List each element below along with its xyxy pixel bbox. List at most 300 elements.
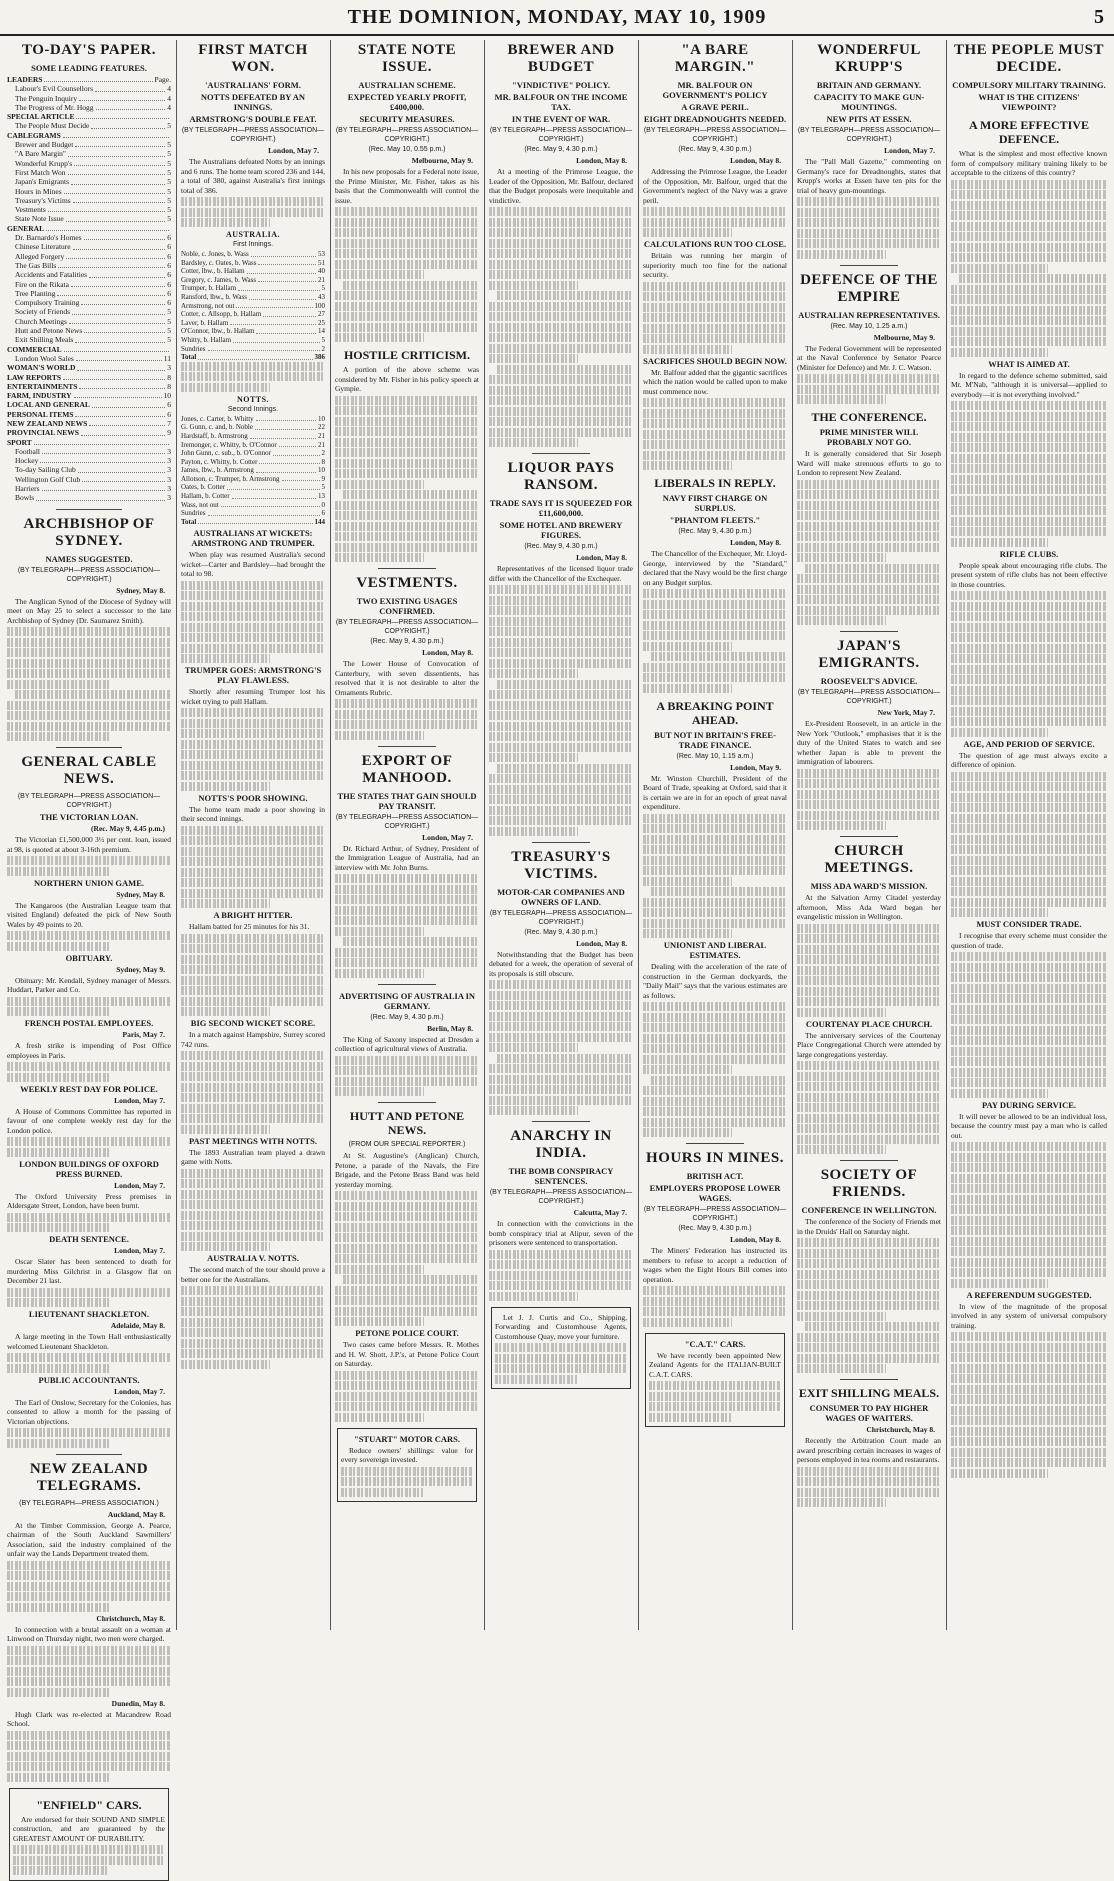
section-title: PETONE POLICE COURT.: [355, 1328, 459, 1338]
index-item: [7, 335, 171, 344]
runs: 5: [321, 284, 325, 293]
leader-dots: [263, 310, 316, 317]
leader-dots: [34, 438, 169, 445]
dateline: Auckland, May 8.: [107, 1509, 165, 1519]
headline-advertising-australia: ADVERTISING OF AUSTRALIA IN GERMANY.: [338, 990, 476, 1011]
article-lead: Notwithstanding that the Budget has been debated for a week, the operation of several of its proposals is still obscure.: [489, 949, 633, 978]
todays-paper-index: [7, 75, 171, 503]
index-item-label: Compulsory Training: [15, 298, 80, 308]
article-lead: The King of Saxony inspected at Dresden a collection of agricultural views of Australia.: [335, 1034, 479, 1053]
leader-dots: [258, 259, 316, 266]
subhead: MR. BALFOUR ON THE INCOME TAX.: [494, 92, 628, 112]
index-item-label: Dr. Barnardo's Homes: [15, 233, 82, 243]
leader-dots: [77, 363, 165, 370]
runs: 0: [321, 500, 325, 509]
subhead: MR. BALFOUR ON GOVERNMENT'S POLICY: [662, 80, 768, 100]
subhead: CONFERENCE IN WELLINGTON.: [801, 1205, 937, 1215]
article-lead: The Lower House of Convocation of Canterbury, with seven dissentients, has resolved that it is not desirable to alter the Ornaments Rubric.: [335, 659, 479, 697]
article-lead: Representatives of the licensed liquor trade differ with the Chancellor of the Exchequer.: [489, 564, 633, 583]
received-line: (Rec. May 9, 4.30 p.m.): [524, 543, 598, 550]
leader-dots: [81, 428, 165, 435]
dateline: Melbourne, May 9.: [873, 332, 935, 342]
leader-dots: [46, 224, 169, 231]
dateline: Sydney, May 8.: [116, 585, 165, 595]
index-section-title: GENERAL: [7, 223, 45, 233]
credit-line: (BY TELEGRAPH—PRESS ASSOCIATION—COPYRIGHT.): [17, 793, 161, 810]
article-lead: Addressing the Primrose League, the Leader of the Opposition, Mr. Balfour, urged that the Government's neglect of the Navy was a grave peril.: [643, 167, 787, 205]
subhead: NOTTS DEFEATED BY AN INNINGS.: [200, 92, 306, 112]
section-lead: Shortly after resuming Trumper lost his wicket trying to pull Hallam.: [181, 687, 325, 706]
index-item-label: Japan's Emigrants: [15, 177, 70, 187]
leader-dots: [84, 326, 165, 333]
headline-first-match-won: FIRST MATCH WON.: [198, 42, 308, 75]
telegram-lead: At the Timber Commission, George A. Pearce, chairman of the South Auckland Sawmillers' Association, said the industry complained of the unfair way the Lands Department treated them.: [7, 1520, 171, 1559]
leader-dots: [79, 94, 165, 101]
batsman: O'Connor, lbw., b. Hallam: [181, 327, 255, 336]
index-item: [7, 280, 171, 289]
score-row: [181, 336, 325, 345]
runs: 22: [318, 423, 325, 432]
batsman: Whitty, b. Hallam: [181, 335, 232, 344]
dateline: London, May 8.: [730, 538, 781, 547]
subhead: AUSTRALIAN REPRESENTATIVES.: [798, 309, 940, 320]
leader-dots: [251, 250, 316, 257]
index-item: [7, 214, 171, 223]
index-section-title: COMMERCIAL: [7, 344, 62, 354]
batsman: Armstrong, not out: [181, 301, 235, 310]
headline-vestments: VESTMENTS.: [356, 575, 458, 591]
section-title: COURTENAY PLACE CHURCH.: [805, 1018, 933, 1029]
leader-dots: [63, 131, 169, 138]
index-item: [7, 465, 171, 474]
section-title: AUSTRALIANS AT WICKETS: ARMSTRONG AND TRUMPER.: [191, 528, 315, 549]
score-row: [181, 319, 325, 328]
index-item-label: To-day Sailing Club: [15, 465, 76, 475]
index-page: 4: [167, 93, 171, 103]
total-runs: 386: [314, 353, 325, 362]
score-row: [181, 259, 325, 268]
runs: 5: [321, 335, 325, 344]
section-title: A MORE EFFECTIVE DEFENCE.: [968, 118, 1089, 146]
runs: 40: [318, 267, 325, 276]
article-lead: Dr. Richard Arthur, of Sydney, President of the Immigration League of Australia, had an interview with Mr. John Burns.: [335, 843, 479, 872]
subhead: THE STATES THAT GAIN SHOULD PAY TRANSIT.: [337, 790, 477, 811]
headline-a-bare-margin: "A BARE MARGIN.": [674, 42, 756, 75]
index-item: [7, 307, 171, 316]
subhead: EMPLOYERS PROPOSE LOWER WAGES.: [649, 1183, 781, 1203]
index-item-label: First Match Won: [15, 167, 66, 177]
batsman: Cotter, c. Allsopp, b. Hallam: [181, 310, 262, 319]
index-item: [7, 121, 171, 130]
batsman: Payton, c. Whitty, b. Cotter: [181, 457, 258, 466]
page-number: 5: [1094, 6, 1104, 28]
telegram-lead: In connection with a brutal assault on a woman at Linwood on Thursday night, two men were charged.: [7, 1624, 171, 1644]
index-item: [7, 233, 171, 242]
article-lead: What is the simplest and most effective known form of compulsory military training likely to be acceptable to the citizens of this country?: [951, 149, 1107, 177]
received-line: (Rec. May 10, 1.25 a.m.): [830, 322, 908, 330]
cable-item-title: PUBLIC ACCOUNTANTS.: [38, 1374, 140, 1385]
section-lead: In view of the magnitude of the proposal involved in any system of universal compulsory training.: [951, 1301, 1107, 1330]
headline-hutt-petone: HUTT AND PETONE NEWS.: [349, 1109, 465, 1137]
score-row: [181, 284, 325, 293]
section-title: UNIONIST AND LIBERAL ESTIMATES.: [663, 940, 767, 960]
scorecard-team: AUSTRALIA.: [225, 230, 281, 239]
runs: 10: [318, 414, 325, 423]
dateline: London, May 8.: [730, 1235, 781, 1244]
index-page: 5: [167, 326, 171, 336]
index-item: [7, 187, 171, 196]
article-lead: In connection with the convictions in the bomb conspiracy trial at Alipur, seven of the prisoners were sentenced to transportation.: [489, 1219, 633, 1247]
batsman: James, lbw., b. Armstrong: [181, 466, 254, 475]
index-item-label: The Gas Bills: [15, 260, 57, 270]
leader-dots: [92, 400, 165, 407]
subhead: ARMSTRONG'S DOUBLE FEAT.: [189, 114, 317, 124]
score-row: [181, 423, 325, 432]
batsman: Oates, b. Cotter: [181, 483, 225, 492]
score-row: [181, 250, 325, 259]
section-lead: In a match against Hampshire, Surrey scored 742 runs.: [181, 1030, 325, 1049]
dateline: New York, May 7.: [877, 708, 935, 717]
section-lead: At the Salvation Army Citadel yesterday afternoon, Miss Ada Ward began her evangelistic mission in Wellington.: [797, 893, 941, 921]
advertisement-curtis-shipping: [491, 1307, 631, 1390]
section-lead: I recognise that every scheme must consider the question of trade.: [951, 931, 1107, 950]
column-rule: [176, 40, 177, 1630]
index-page: 5: [167, 335, 171, 345]
received-line: (Rec. May 9, 4.30 p.m.): [370, 638, 444, 645]
index-item: [7, 456, 171, 465]
scorecard-notts: [181, 415, 325, 527]
bare-margin-sections: [643, 239, 787, 470]
subhead: IN THE EVENT OF WAR.: [511, 114, 611, 124]
cable-item-lead: A House of Commons Committee has reported in favour of one complete weekly rest day for the London police.: [7, 1106, 171, 1135]
leader-dots: [68, 149, 165, 156]
index-item-label: Hutt and Petone News: [15, 326, 83, 336]
section-title: AGE, AND PERIOD OF SERVICE.: [963, 738, 1095, 749]
leader-dots: [198, 353, 312, 360]
index-section: [7, 391, 171, 400]
index-item: [7, 261, 171, 270]
section-title: PAST MEETINGS WITH NOTTS.: [188, 1135, 317, 1146]
index-section-title: PERSONAL ITEMS: [7, 409, 74, 419]
index-page: 5: [167, 307, 171, 317]
batsman: Laver, b. Hallam: [181, 318, 229, 327]
column-4: [486, 40, 636, 1630]
section-title: CALCULATIONS RUN TOO CLOSE.: [643, 239, 787, 249]
runs: 9: [321, 474, 325, 483]
index-item: [7, 447, 171, 456]
received-line: (Rec. May 9, 4.30 p.m.): [678, 1225, 752, 1232]
subhead: "PHANTOM FLEETS.": [669, 515, 761, 525]
column-3: [332, 40, 482, 1630]
subhead: BRITAIN AND GERMANY.: [816, 80, 922, 90]
leader-dots: [66, 252, 165, 259]
leader-dots: [63, 373, 165, 380]
leader-dots: [68, 168, 166, 175]
headline-wonderful-krupps: WONDERFUL KRUPP'S: [817, 42, 921, 75]
index-page: 6: [167, 251, 171, 261]
index-item-label: Exit Shilling Meals: [15, 335, 74, 345]
article-lead: Ex-President Roosevelt, in an article in the New York "Outlook," emphasises that it is the duty of the United States to watch and see whether Japan is able to prevent the immigration of labourers.: [797, 719, 941, 766]
index-item-label: Vestments: [15, 205, 46, 215]
section-title: NOTTS'S POOR SHOWING.: [198, 792, 308, 803]
index-item-label: Harriers: [15, 484, 40, 494]
ad-text: Are endorsed for their SOUND AND SIMPLE construction, and are guaranteed by the GREATEST AMOUNT OF DURABILITY.: [13, 1814, 165, 1843]
index-item-label: Brewer and Budget: [15, 140, 74, 150]
ad-title: "STUART" MOTOR CARS.: [353, 1433, 461, 1444]
column-1: [4, 40, 174, 1843]
score-row: [181, 492, 325, 501]
index-page: 8: [167, 372, 171, 382]
credit-line: (BY TELEGRAPH—PRESS ASSOCIATION—COPYRIGHT.): [643, 127, 787, 143]
cable-item-title: FRENCH POSTAL EMPLOYEES.: [24, 1018, 154, 1029]
subhead: NAVY FIRST CHARGE ON SURPLUS.: [662, 493, 768, 513]
leader-dots: [36, 493, 165, 500]
received-line: (Rec. May 10, 1.15 a.m.): [676, 752, 754, 760]
section-lead: In regard to the defence scheme submitted, said Mr. M'Nab, "although it is universal—applied to everybody—it is not everything involved.": [951, 370, 1107, 399]
index-item-label: "A Bare Margin": [15, 149, 66, 159]
leader-dots: [64, 187, 166, 194]
credit-line: (BY TELEGRAPH—PRESS ASSOCIATION—COPYRIGHT.): [489, 127, 633, 143]
credit-line: (BY TELEGRAPH—PRESS ASSOCIATION.): [19, 1499, 159, 1507]
leader-dots: [256, 466, 316, 473]
index-section-title: WOMAN'S WORLD: [7, 363, 76, 373]
column-rule: [330, 40, 331, 1630]
section-title: MUST CONSIDER TRADE.: [976, 919, 1082, 929]
newspaper-title: THE DOMINION, MONDAY, MAY 10, 1909: [347, 6, 767, 28]
headline-church-meetings: CHURCH MEETINGS.: [824, 843, 914, 876]
headline-people-must-decide: THE PEOPLE MUST DECIDE.: [953, 42, 1105, 75]
index-page: 3: [167, 446, 171, 456]
church-items: [797, 881, 941, 1154]
column-2: [178, 40, 328, 1630]
leader-dots: [279, 441, 316, 448]
index-page: 6: [167, 409, 171, 419]
column-rule: [638, 40, 639, 1630]
index-page: 5: [167, 316, 171, 326]
scorecard-australia: [181, 250, 325, 362]
subhead: NAMES SUGGESTED.: [45, 553, 133, 564]
column-7: [948, 40, 1110, 1630]
ad-text: Reduce owners' shillings: value for every sovereign invested.: [341, 1445, 473, 1464]
batsman: Allotson, c. Trumper, b. Armstrong: [181, 474, 280, 483]
leader-dots: [58, 261, 165, 268]
section-title: LIBERALS IN REPLY.: [654, 476, 776, 490]
section-lead: The 1893 Australian team played a drawn game with Notts.: [181, 1147, 325, 1167]
ad-title: "C.A.T." CARS.: [684, 1338, 746, 1349]
scorecard-innings: First Innings.: [232, 241, 274, 248]
score-row: [181, 302, 325, 311]
index-section: [7, 345, 171, 354]
index-page: 5: [167, 121, 171, 131]
section-lead: When play was resumed Australia's second wicket—Carter and Bardsley—had brought the total to 98.: [181, 550, 325, 579]
leader-dots: [208, 345, 320, 352]
dateline: London, May 8.: [576, 553, 627, 562]
subhead: AUSTRALIAN SCHEME.: [358, 80, 456, 90]
subhead: SOME LEADING FEATURES.: [31, 63, 147, 73]
index-item: [7, 270, 171, 279]
runs: 21: [318, 275, 325, 284]
received-line: (Rec. May 9, 4.30 p.m.): [678, 146, 752, 153]
article-lead: At a meeting of the Primrose League, the Leader of the Opposition, Mr. Balfour, declared that the Budget proposals were inequitable and vindictive.: [489, 167, 633, 205]
section-lead: The Chancellor of the Exchequer, Mr. Lloyd-George, interviewed by the "Standard," declared that the Navy would be the first charge on any Budget surplus.: [643, 549, 787, 587]
runs: 10: [318, 466, 325, 475]
batsman: Iremonger, c. Whitty, b. O'Connor: [181, 440, 277, 449]
cable-item-title: NORTHERN UNION GAME.: [34, 877, 144, 888]
index-item-label: Hockey: [15, 456, 39, 466]
leader-dots: [66, 214, 166, 221]
index-section-title: LEADERS: [7, 75, 43, 84]
headline-hours-in-mines: HOURS IN MINES.: [646, 1150, 784, 1166]
credit-line: (BY TELEGRAPH—PRESS ASSOCIATION—COPYRIGHT.): [335, 619, 479, 635]
runs: 21: [318, 440, 325, 449]
leader-dots: [74, 159, 165, 166]
index-item: [7, 103, 171, 112]
dateline: Berlin, May 8.: [427, 1023, 473, 1033]
runs: 53: [318, 250, 325, 258]
section-lead: Two cases came before Messrs. R. Mothes and H. W. Shott, J.P.'s, at Petone Police Court on Saturday.: [335, 1340, 479, 1368]
index-section: [7, 428, 171, 437]
index-item: [7, 317, 171, 326]
subhead: CAPACITY TO MAKE GUN-MOUNTINGS.: [813, 92, 925, 112]
leader-dots: [78, 465, 166, 472]
credit-line: (BY TELEGRAPH—PRESS ASSOCIATION—COPYRIGHT.): [17, 566, 161, 583]
leader-dots: [95, 84, 165, 91]
ad-text: Let J. J. Curtis and Co., Shipping, Forwarding and Customhouse Agents, Customhouse Quay, move your furniture.: [495, 1312, 627, 1341]
leader-dots: [72, 307, 165, 314]
leader-dots: [230, 319, 316, 326]
batsman: Hallam, b. Cotter: [181, 492, 230, 501]
advertisement-cat-cars: [645, 1333, 785, 1428]
subhead: MOTOR-CAR COMPANIES AND OWNERS OF LAND.: [497, 886, 625, 907]
dateline: London, May 7.: [268, 146, 319, 155]
section-title: MISS ADA WARD'S MISSION.: [810, 881, 928, 891]
column-5: [640, 40, 790, 1630]
leader-dots: [273, 449, 320, 456]
subhead: NEW PITS AT ESSEN.: [826, 114, 912, 124]
section-title: PAY DURING SERVICE.: [981, 1099, 1077, 1110]
headline-general-cable-news: GENERAL CABLE NEWS.: [21, 754, 157, 788]
cable-items: [7, 812, 171, 1448]
index-item-label: The Progress of Mr. Hogg: [15, 102, 94, 112]
index-page: 3: [167, 465, 171, 475]
leader-dots: [89, 270, 165, 277]
column-rule: [484, 40, 485, 1630]
batsman: Cotter, lbw., b. Hallam: [181, 267, 245, 276]
batsman: Hardstaff, b. Armstrong: [181, 431, 248, 440]
credit-line: (BY TELEGRAPH—PRESS ASSOCIATION—COPYRIGHT.): [797, 689, 941, 705]
dateline: Adelaide, May 8.: [110, 1321, 165, 1331]
leader-dots: [42, 447, 165, 454]
index-item: [7, 140, 171, 149]
dateline: London, May 8.: [422, 648, 473, 657]
runs: 100: [314, 301, 325, 310]
dateline: London, May 7.: [114, 1246, 165, 1256]
dateline: Melbourne, May 9.: [411, 156, 473, 165]
index-item-label: Tree Planting: [15, 288, 56, 298]
index-page: 6: [167, 298, 171, 308]
leader-dots: [227, 483, 320, 490]
index-page: 5: [167, 186, 171, 196]
leader-dots: [44, 75, 152, 82]
cable-item-title: LIEUTENANT SHACKLETON.: [28, 1309, 150, 1320]
leader-dots: [75, 140, 165, 147]
runs: 51: [318, 258, 325, 267]
index-item: [7, 484, 171, 493]
index-page: 5: [167, 214, 171, 224]
runs: 6: [321, 509, 325, 518]
index-item: [7, 354, 171, 363]
dateline: London, May 8.: [730, 156, 781, 165]
section-title: AUSTRALIA V. NOTTS.: [207, 1253, 299, 1264]
score-row: [181, 483, 325, 492]
cable-item-lead: Obituary: Mr. Kendall, Sydney manager of Messrs. Huddart, Parker and Co.: [7, 975, 171, 995]
headline-society-of-friends: SOCIETY OF FRIENDS.: [820, 1167, 918, 1200]
section-lead: It is generally considered that Sir Joseph Ward will make strenuous efforts to go to London to represent New Zealand.: [797, 449, 941, 477]
article-lead: At St. Augustine's (Anglican) Church, Petone, a parade of the Navals, the Fire Brigade, and the Petone Brass Band was held yesterday morning.: [335, 1151, 479, 1189]
index-item-label: Wellington Golf Club: [15, 474, 81, 484]
index-item-label: Wonderful Krupp's: [15, 158, 73, 168]
cable-item-lead: The Oxford University Press premises in Aldersgate Street, London, have been burnt.: [7, 1191, 171, 1211]
article-lead: The "Pall Mall Gazette," commenting on Germany's race for Dreadnoughts, states that Krupp's works at Essen have ten pits for the trial of heavy gun-mountings.: [797, 157, 941, 195]
batsman: Sundries: [181, 344, 206, 353]
article-lead: The Miners' Federation has instructed its members to refuse to accept a reduction of wages when the Eight Hours Bill comes into operation.: [643, 1246, 787, 1284]
dateline: London, May 7.: [114, 1386, 165, 1396]
index-section-title: CABLEGRAMS: [7, 130, 61, 140]
index-page: 5: [167, 140, 171, 150]
batsman: Gregory, c. James, b. Wass: [181, 275, 257, 284]
dateline: London, May 8.: [576, 938, 627, 948]
column-rule: [946, 40, 947, 1630]
dateline: Christchurch, May 8.: [96, 1613, 165, 1623]
subhead: TRADE SAYS IT IS SQUEEZED FOR £11,600,000.: [489, 498, 633, 518]
index-page: 5: [167, 205, 171, 215]
batsman: Jones, c. Carter, b. Whitty: [181, 414, 254, 423]
cable-item-lead: A fresh strike is impending of Post Office employees in Paris.: [7, 1041, 171, 1060]
total-runs: 144: [314, 517, 325, 526]
index-item-label: Bowls: [15, 493, 35, 503]
credit-line: (BY TELEGRAPH—PRESS ASSOCIATION—COPYRIGHT.): [489, 1189, 633, 1205]
headline-nz-telegrams: NEW ZEALAND TELEGRAMS.: [29, 1460, 149, 1494]
batsman: Wass, not out: [181, 500, 219, 509]
cable-item-lead: The Kangaroos (the Australian League team that visited England) defeated the pick of New South Wales by 49 points to 20.: [7, 900, 171, 929]
subhead: BRITISH ACT.: [686, 1171, 744, 1181]
index-item-label: Accidents and Fatalities: [15, 270, 88, 280]
batsman: G. Gunn, c. and, b. Noble: [181, 423, 253, 432]
nz-telegram-items: [7, 1510, 171, 1782]
index-page: 4: [167, 102, 171, 112]
index-section: [7, 419, 171, 428]
subhead: BUT NOT IN BRITAIN'S FREE-TRADE FINANCE.: [654, 729, 776, 750]
subhead: (FROM OUR SPECIAL REPORTER.): [348, 1141, 466, 1148]
index-section-title: PROVINCIAL NEWS: [7, 428, 79, 438]
leader-dots: [84, 233, 166, 240]
leader-dots: [57, 289, 165, 296]
subhead: TWO EXISTING USAGES CONFIRMED.: [356, 596, 458, 616]
index-item: [7, 205, 171, 214]
dateline: Dunedin, May 8.: [111, 1698, 165, 1708]
leader-dots: [75, 335, 165, 342]
leader-dots: [249, 293, 316, 300]
index-page: 3: [167, 456, 171, 466]
credit-line: (BY TELEGRAPH—PRESS ASSOCIATION—COPYRIGHT.): [643, 1206, 787, 1222]
scorecard-team: NOTTS.: [236, 394, 270, 404]
leader-dots: [258, 276, 316, 283]
index-page: 4: [167, 84, 171, 94]
index-section-title: LAW REPORTS: [7, 372, 61, 382]
index-page: 5: [167, 158, 171, 168]
article-lead: The conference of the Society of Friends met in the Druids' Hall on Saturday night.: [797, 1217, 941, 1236]
index-page: 3: [167, 363, 171, 373]
